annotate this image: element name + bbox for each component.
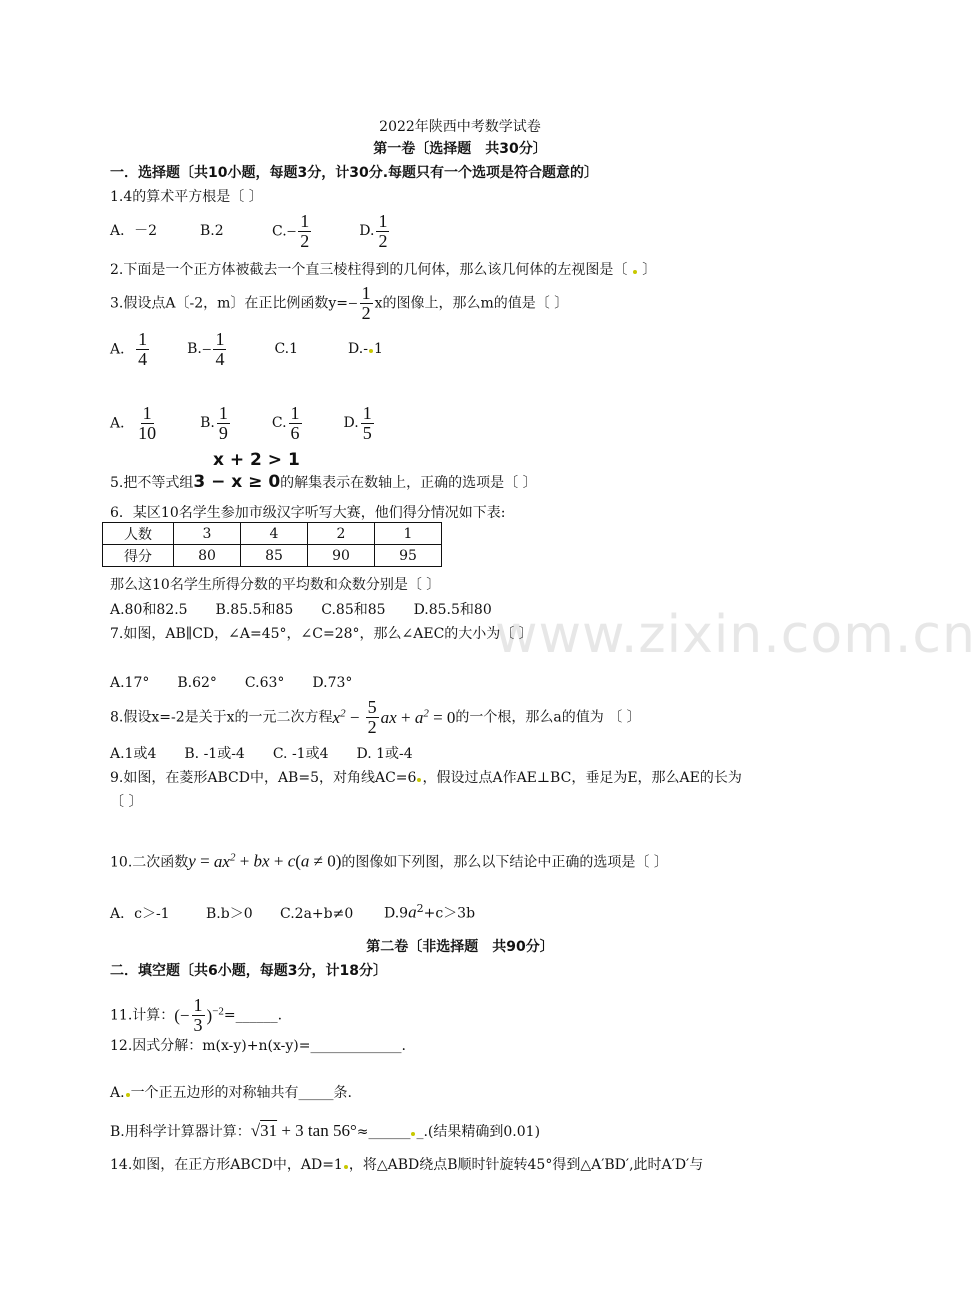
q7-stem: 7.如图，AB∥CD，∠A=45°，∠C=28°，那么∠AEC的大小为〔 〕 xyxy=(110,626,533,642)
q6-stem: 6．某区10名学生参加市级汉字听写大赛，他们得分情况如下表: xyxy=(110,505,506,521)
table-cell: 2 xyxy=(308,523,375,545)
score-table xyxy=(102,522,442,567)
fraction: $\frac{1}{6}$ xyxy=(290,403,300,443)
q1-option-a: A．－2 xyxy=(110,223,158,240)
mark-dot xyxy=(369,349,373,353)
fraction: $\frac{1}{2}$ xyxy=(378,211,388,251)
q12-stem: 12.因式分解：m(x-y)+n(x-y)=_____________. xyxy=(110,1038,406,1054)
q9-stem: 9.如图，在菱形ABCD中，AB=5，对角线AC=6 ，假设过点A作AE⊥BC，垂足为E，那么AE的长为 xyxy=(110,770,742,786)
q5-inequality-2: 3 − x ≥ 0 xyxy=(193,472,281,492)
table-cell: 得分 xyxy=(103,545,174,567)
q6-follow: 那么这10名学生所得分数的平均数和众数分别是〔 〕 xyxy=(110,577,441,593)
table-row xyxy=(103,523,442,545)
table-cell: 80 xyxy=(174,545,241,567)
mark-dot xyxy=(344,1165,348,1169)
q5-stem: 5.把不等式组3 − x ≥ 0的解集表示在数轴上，正确的选项是〔 〕 xyxy=(110,472,537,492)
fraction: $\frac{1}{2}$ xyxy=(361,283,371,323)
fraction: $\frac{1}{2}$ xyxy=(300,211,310,251)
table-cell: 85 xyxy=(241,545,308,567)
mark-dot xyxy=(633,270,637,274)
table-cell: 90 xyxy=(308,545,375,567)
q1-option-c: C. xyxy=(272,223,287,240)
q14-stem: 14.如图，在正方形ABCD中，AD=1 ，将△ABD绕点B顺时针旋转45°得到△A′BD′,此时A′D′与 xyxy=(110,1157,704,1173)
section1-heading: 一．选择题〔共10小题，每题3分，计30分.每题只有一个选项是符合题意的〕 xyxy=(110,165,599,181)
q3-options: A． $\frac{1}{4}$ B.− $\frac{1}{4}$ C.1 D.- 1 xyxy=(110,329,383,369)
table-cell: 3 xyxy=(174,523,241,545)
q1-options: A．－2 B.2 C.− $\frac{1}{2}$ D. $\frac{1}{2}$ xyxy=(110,211,388,251)
fraction: $\frac{5}{2}$ xyxy=(367,697,377,737)
page-title: 2022年陕西中考数学试卷 xyxy=(379,119,541,135)
fraction: $\frac{1}{4}$ xyxy=(215,329,225,369)
table-cell: 4 xyxy=(241,523,308,545)
section2-heading: 二．填空题〔共6小题，每题3分，计18分〕 xyxy=(110,963,387,979)
q10-stem: 10.二次函数$y = ax^2$ + bx + c(a ≠ 0)的图像如下列图，那么以下结论中正确的选项是〔 〕 xyxy=(110,851,668,871)
q1-stem: 1.4的算术平方根是〔 〕 xyxy=(110,189,263,205)
table-cell: 人数 xyxy=(103,523,174,545)
fraction: $\frac{1}{10}$ xyxy=(138,403,157,443)
table-cell: 95 xyxy=(375,545,442,567)
part2-heading: 第二卷〔非选择题 共90分〕 xyxy=(366,939,554,955)
q9-stem-cont: 〔 〕 xyxy=(110,794,143,810)
q11-stem: 11.计算：(− $\frac{1}{3}$ )$^{-2}$=______. xyxy=(110,995,283,1035)
q8-options: A.1或4 B. -1或-4 C. -1或4 D. 1或-4 xyxy=(110,746,413,762)
q5-inequality-1: x + 2 > 1 xyxy=(213,450,300,470)
fraction: $\frac{1}{5}$ xyxy=(362,403,372,443)
fraction: $\frac{1}{4}$ xyxy=(138,329,148,369)
q4-options: A． $\frac{1}{10}$ B. $\frac{1}{9}$ C. $\frac{1}{6}$ D. $\frac{1}{5}$ xyxy=(110,403,372,443)
q8-stem: 8.假设x=-2是关于x的一元二次方程$x^2$ − $\frac{5}{2}$ ax + $a^2 = 0$的一个根，那么a的值为 〔 〕 xyxy=(110,697,641,737)
q3-stem: 3.假设点A〔-2，m〕在正比例函数y=− $\frac{1}{2}$ x的图像上，那么m的值是〔 〕 xyxy=(110,283,569,323)
mark-dot xyxy=(417,778,421,782)
part1-heading: 第一卷〔选择题 共30分〕 xyxy=(373,141,547,157)
mark-dot xyxy=(126,1093,130,1097)
q2-stem: 2.下面是一个正方体被截去一个直三棱柱得到的几何体，那么该几何体的左视图是〔 〕 xyxy=(110,262,657,278)
q13a-stem: A. 一个正五边形的对称轴共有_____条. xyxy=(110,1085,353,1101)
fraction: $\frac{1}{3}$ xyxy=(193,995,203,1035)
table-row xyxy=(103,545,442,567)
q1-option-b: B.2 xyxy=(200,223,224,240)
q7-options: A.17° B.62° C.63° D.73° xyxy=(110,675,353,691)
q10-options: A．c＞-1 B.b＞0 C.2a+b≠0 $D.9a^2+c>3b$ xyxy=(110,902,476,922)
q1-option-d: D. xyxy=(359,223,375,240)
mark-dot xyxy=(411,1132,415,1136)
table-cell: 1 xyxy=(375,523,442,545)
q13b-stem: B.用科学计算器计算：√31 + 3 tan 56°≈______ _.(结果精确到0.01) xyxy=(110,1121,541,1140)
watermark: www.zixin.com.cn xyxy=(495,605,976,665)
fraction: $\frac{1}{9}$ xyxy=(218,403,228,443)
q6-options: A.80和82.5 B.85.5和85 C.85和85 D.85.5和80 xyxy=(110,602,492,618)
